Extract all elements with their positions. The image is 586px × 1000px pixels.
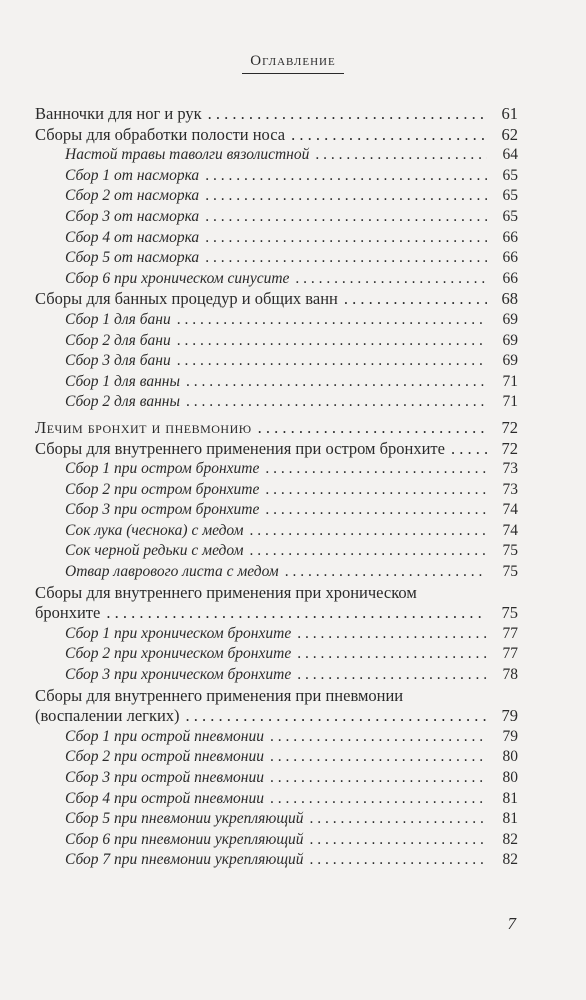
toc-leader-dots [186, 372, 487, 393]
toc-entry-label: Сборы для банных процедур и общих ванн [35, 289, 338, 309]
toc-entry-label: Сборы для обработки полости носа [35, 124, 286, 144]
toc-page-number: 66 [502, 249, 518, 267]
page-header [0, 52, 586, 74]
toc-page-number: 77 [502, 624, 518, 642]
toc-entry-label: Сбор 1 при остром бронхите [65, 460, 260, 478]
toc-leader-dots [249, 541, 487, 562]
toc-leader-dots [177, 310, 487, 331]
toc-entry-label: Сбор 1 для ванны [65, 372, 180, 390]
toc-page-number: 68 [501, 289, 518, 309]
toc-leader-dots [205, 207, 487, 228]
toc-entry-label: (воспалении легких) [35, 706, 180, 726]
toc-page-number: 65 [502, 166, 518, 184]
toc-page-number: 74 [502, 521, 518, 539]
toc-entry-label: Сбор 1 для бани [65, 310, 171, 328]
toc-page-number: 69 [502, 352, 518, 370]
toc-leader-dots [186, 706, 487, 727]
toc-entry-label: Сборы для внутреннего применения при остром бронхите [35, 438, 445, 458]
toc-leader-dots [270, 768, 487, 789]
toc-subentry [35, 145, 518, 166]
toc-entry [35, 583, 518, 604]
toc-page-number: 75 [502, 542, 518, 560]
toc-page-number: 69 [502, 331, 518, 349]
toc-page-number: 69 [502, 310, 518, 328]
toc-entry [35, 125, 518, 146]
toc-leader-dots [310, 809, 487, 830]
toc-subentry [35, 186, 518, 207]
toc-leader-dots [258, 418, 487, 439]
toc-entry-label: Сборы для внутреннего применения при пневмонии [35, 685, 404, 705]
toc-entry-label: Сборы для внутреннего применения при хроническом [35, 582, 417, 602]
toc-leader-dots [177, 351, 487, 372]
toc-entry-label: Сбор 6 при хроническом синусите [65, 269, 290, 287]
toc-leader-dots [177, 331, 487, 352]
toc-subentry [35, 665, 518, 686]
toc-subentry [35, 166, 518, 187]
page-title: Оглавление [242, 53, 343, 74]
toc-entry-label: Отвар лаврового листа с медом [65, 563, 279, 581]
toc-subentry [35, 541, 518, 562]
table-of-contents [35, 104, 518, 871]
toc-page-number: 82 [502, 851, 518, 869]
toc-entry [35, 439, 518, 460]
toc-leader-dots [297, 624, 487, 645]
toc-subentry [35, 459, 518, 480]
toc-page-number: 73 [502, 480, 518, 498]
toc-page-number: 72 [501, 417, 518, 437]
toc-page-number: 66 [502, 269, 518, 287]
toc-entry-label: Лечим бронхит и пневмонию [35, 417, 252, 437]
toc-page-number: 62 [501, 124, 518, 144]
toc-leader-dots [295, 269, 487, 290]
toc-leader-dots [265, 480, 487, 501]
toc-leader-dots [265, 459, 487, 480]
toc-subentry [35, 207, 518, 228]
toc-leader-dots [270, 727, 487, 748]
toc-subentry [35, 830, 518, 851]
toc-entry-label: бронхите [35, 603, 101, 623]
toc-subentry [35, 562, 518, 583]
toc-page-number: 61 [501, 104, 518, 123]
toc-entry-label: Сбор 1 от насморка [65, 166, 200, 184]
toc-subentry [35, 372, 518, 393]
toc-leader-dots [310, 850, 487, 871]
toc-page-number: 75 [502, 563, 518, 581]
toc-entry-label: Сбор 5 от насморка [65, 249, 200, 267]
toc-subentry [35, 228, 518, 249]
toc-entry-label: Сбор 2 от насморка [65, 187, 200, 205]
toc-leader-dots [297, 644, 487, 665]
toc-page-number: 71 [502, 393, 518, 411]
toc-entry-label: Сбор 2 при хроническом бронхите [65, 645, 292, 663]
toc-entry-label: Сок лука (чеснока) с медом [65, 521, 244, 539]
toc-page-number: 73 [502, 460, 518, 478]
toc-page-number: 74 [502, 501, 518, 519]
toc-entry-label: Ванночки для ног и рук [35, 104, 202, 123]
toc-leader-dots [265, 500, 487, 521]
toc-leader-dots [310, 830, 487, 851]
toc-entry [35, 289, 518, 310]
toc-entry-label: Сок черной редьки с медом [65, 542, 244, 560]
toc-subentry [35, 727, 518, 748]
toc-subentry [35, 351, 518, 372]
toc-leader-dots [344, 289, 487, 310]
toc-subentry [35, 392, 518, 413]
toc-page-number: 75 [501, 603, 518, 623]
toc-entry [35, 418, 518, 439]
toc-page-number: 80 [502, 748, 518, 766]
toc-page-number: 65 [502, 207, 518, 225]
toc-leader-dots [270, 789, 487, 810]
toc-entry-label: Сбор 2 при острой пневмонии [65, 748, 264, 766]
toc-leader-dots [205, 228, 487, 249]
toc-leader-dots [285, 562, 487, 583]
toc-entry-label: Сбор 3 при острой пневмонии [65, 769, 264, 786]
toc-subentry [35, 850, 518, 871]
toc-page-number: 82 [502, 830, 518, 848]
page-number: 7 [507, 914, 516, 933]
toc-page-number: 66 [502, 228, 518, 246]
toc-page-number: 80 [502, 769, 518, 786]
toc-leader-dots [205, 248, 487, 269]
toc-page-number: 81 [502, 789, 518, 807]
toc-subentry [35, 644, 518, 665]
toc-subentry [35, 747, 518, 768]
toc-entry-label: Сбор 1 при острой пневмонии [65, 727, 264, 745]
toc-leader-dots [205, 186, 487, 207]
toc-entry-label: Сбор 3 при хроническом бронхите [65, 666, 292, 684]
toc-leader-dots [205, 166, 487, 187]
toc-page-number: 79 [502, 727, 518, 745]
toc-page-number: 79 [501, 706, 518, 726]
toc-subentry [35, 331, 518, 352]
toc-leader-dots [270, 747, 487, 768]
toc-page-number: 65 [502, 187, 518, 205]
toc-entry-label: Сбор 5 при пневмонии укрепляющий [65, 810, 304, 828]
toc-leader-dots [297, 665, 487, 686]
toc-entry [35, 686, 518, 707]
toc-subentry [35, 310, 518, 331]
toc-leader-dots [291, 125, 487, 146]
toc-entry [35, 104, 518, 125]
toc-entry-label: Сбор 2 для бани [65, 331, 171, 349]
toc-page-number: 78 [502, 666, 518, 684]
toc-subentry [35, 768, 518, 789]
toc-subentry [35, 809, 518, 830]
toc-entry-label: Сбор 3 при остром бронхите [65, 501, 260, 519]
toc-entry [35, 603, 518, 624]
toc-leader-dots [249, 521, 487, 542]
toc-subentry [35, 789, 518, 810]
toc-leader-dots [186, 392, 487, 413]
toc-leader-dots [451, 439, 487, 460]
toc-entry-label: Сбор 4 при острой пневмонии [65, 789, 264, 807]
toc-page-number: 72 [501, 438, 518, 458]
toc-entry-label: Сбор 3 от насморка [65, 207, 200, 225]
toc-entry-label: Сбор 3 для бани [65, 352, 171, 370]
toc-page-number: 71 [502, 372, 518, 390]
toc-subentry [35, 248, 518, 269]
toc-subentry [35, 521, 518, 542]
toc-leader-dots [106, 603, 487, 624]
toc-subentry [35, 624, 518, 645]
toc-subentry [35, 269, 518, 290]
toc-subentry [35, 480, 518, 501]
toc-subentry [35, 500, 518, 521]
toc-entry-label: Сбор 2 для ванны [65, 393, 180, 411]
toc-entry-label: Настой травы таволги вязолистной [65, 146, 310, 164]
toc-entry-label: Сбор 2 при остром бронхите [65, 480, 260, 498]
toc-leader-dots [208, 104, 487, 125]
toc-page-number: 81 [502, 810, 518, 828]
toc-leader-dots [315, 145, 487, 166]
toc-entry-label: Сбор 4 от насморка [65, 228, 200, 246]
toc-entry-label: Сбор 7 при пневмонии укрепляющий [65, 851, 304, 869]
toc-page-number: 64 [502, 146, 518, 164]
toc-entry [35, 706, 518, 727]
toc-entry-label: Сбор 1 при хроническом бронхите [65, 624, 292, 642]
toc-entry-label: Сбор 6 при пневмонии укрепляющий [65, 830, 304, 848]
toc-page-number: 77 [502, 645, 518, 663]
